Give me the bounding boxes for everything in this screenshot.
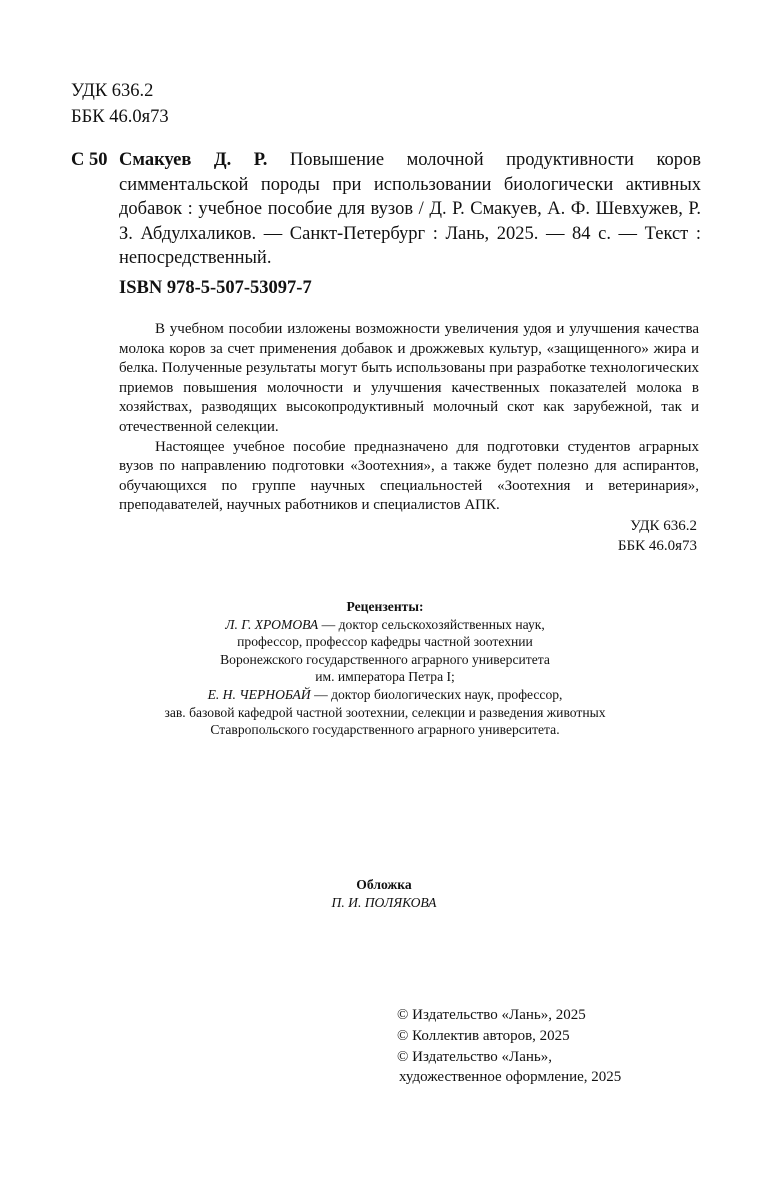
reviewer-title: — доктор биологических наук, профессор, — [310, 686, 563, 702]
udk-code: УДК 636.2 — [630, 518, 697, 534]
reviewer-line: Воронежского государственного аграрного университета — [220, 651, 550, 667]
classification-codes-bottom — [618, 517, 697, 556]
isbn: ISBN 978-5-507-53097-7 — [119, 278, 312, 298]
bbk-code: ББК 46.0я73 — [71, 107, 169, 127]
bibliographic-description: Повышение молочной продуктивности коров симментальской породы при использовании биологически активных добавок : учебное пособие для вузов / Д. Р. Смакуев, А. Ф. Шевхужев, Р. З. Абдулхаликов. — Санкт-Петербург : Лань, 2025. — 84 с. — Текст : непосредственный. — [119, 150, 701, 268]
reviewer-title: — доктор сельскохозяйственных наук, — [318, 616, 545, 632]
author-sign: С 50 — [71, 150, 108, 170]
copyright-line: художественное оформление, 2025 — [399, 1069, 622, 1086]
abstract-paragraph: Настоящее учебное пособие предназначено для подготовки студентов аграрных вузов по направлению подготовки «Зоотехния», а также будет полезно для аспирантов, обучающихся по группе научных специальностей «Зоотехния и ветеринария», преподавателей, научных работников и специалистов АПК. — [119, 438, 699, 514]
reviewer-line: профессор, профессор кафедры частной зоотехнии — [237, 634, 533, 650]
copyright-line: © Издательство «Лань», — [397, 1048, 552, 1065]
reviewer-line: им. императора Петра I; — [315, 669, 455, 685]
reviewer-line — [100, 616, 670, 634]
reviewer-line: зав. базовой кафедрой частной зоотехнии, селекции и разведения животных — [164, 704, 606, 720]
copyright-line: © Коллектив авторов, 2025 — [397, 1027, 570, 1044]
abstract — [119, 320, 699, 516]
bibliographic-record — [71, 148, 701, 271]
reviewer-line — [100, 686, 670, 704]
cover-credit — [234, 876, 534, 911]
copyright-block — [397, 1005, 621, 1088]
bbk-code: ББК 46.0я73 — [617, 537, 697, 554]
udk-code: УДК 636.2 — [71, 81, 154, 101]
reviewer-name: Л. Г. ХРОМОВА — [225, 616, 319, 632]
author-name: Смакуев Д. Р. — [119, 150, 268, 170]
reviewers-block — [100, 598, 670, 739]
cover-designer: П. И. ПОЛЯКОВА — [331, 894, 437, 910]
reviewer-line: Ставропольского государственного аграрного университета. — [210, 722, 560, 738]
reviewer-name: Е. Н. ЧЕРНОБАЙ — [207, 686, 311, 702]
cover-heading: Обложка — [356, 877, 412, 892]
copyright-line: © Издательство «Лань», 2025 — [397, 1007, 586, 1023]
abstract-paragraph: В учебном пособии изложены возможности увеличения удоя и улучшения качества молока коров за счет применения добавок и дрожжевых культур, «защищенного» жира и белка. Полученные результаты могут быть использованы при разработке технологических приемов повышения молочности и улучшения качественных показателей молока в хозяйствах, разводящих высокопродуктивный молочный скот как зарубежной, так и отечественной селекции. — [119, 321, 699, 435]
bibliographic-entry — [119, 148, 701, 271]
reviewers-heading: Рецензенты: — [346, 599, 424, 614]
classification-codes-top — [71, 78, 169, 130]
